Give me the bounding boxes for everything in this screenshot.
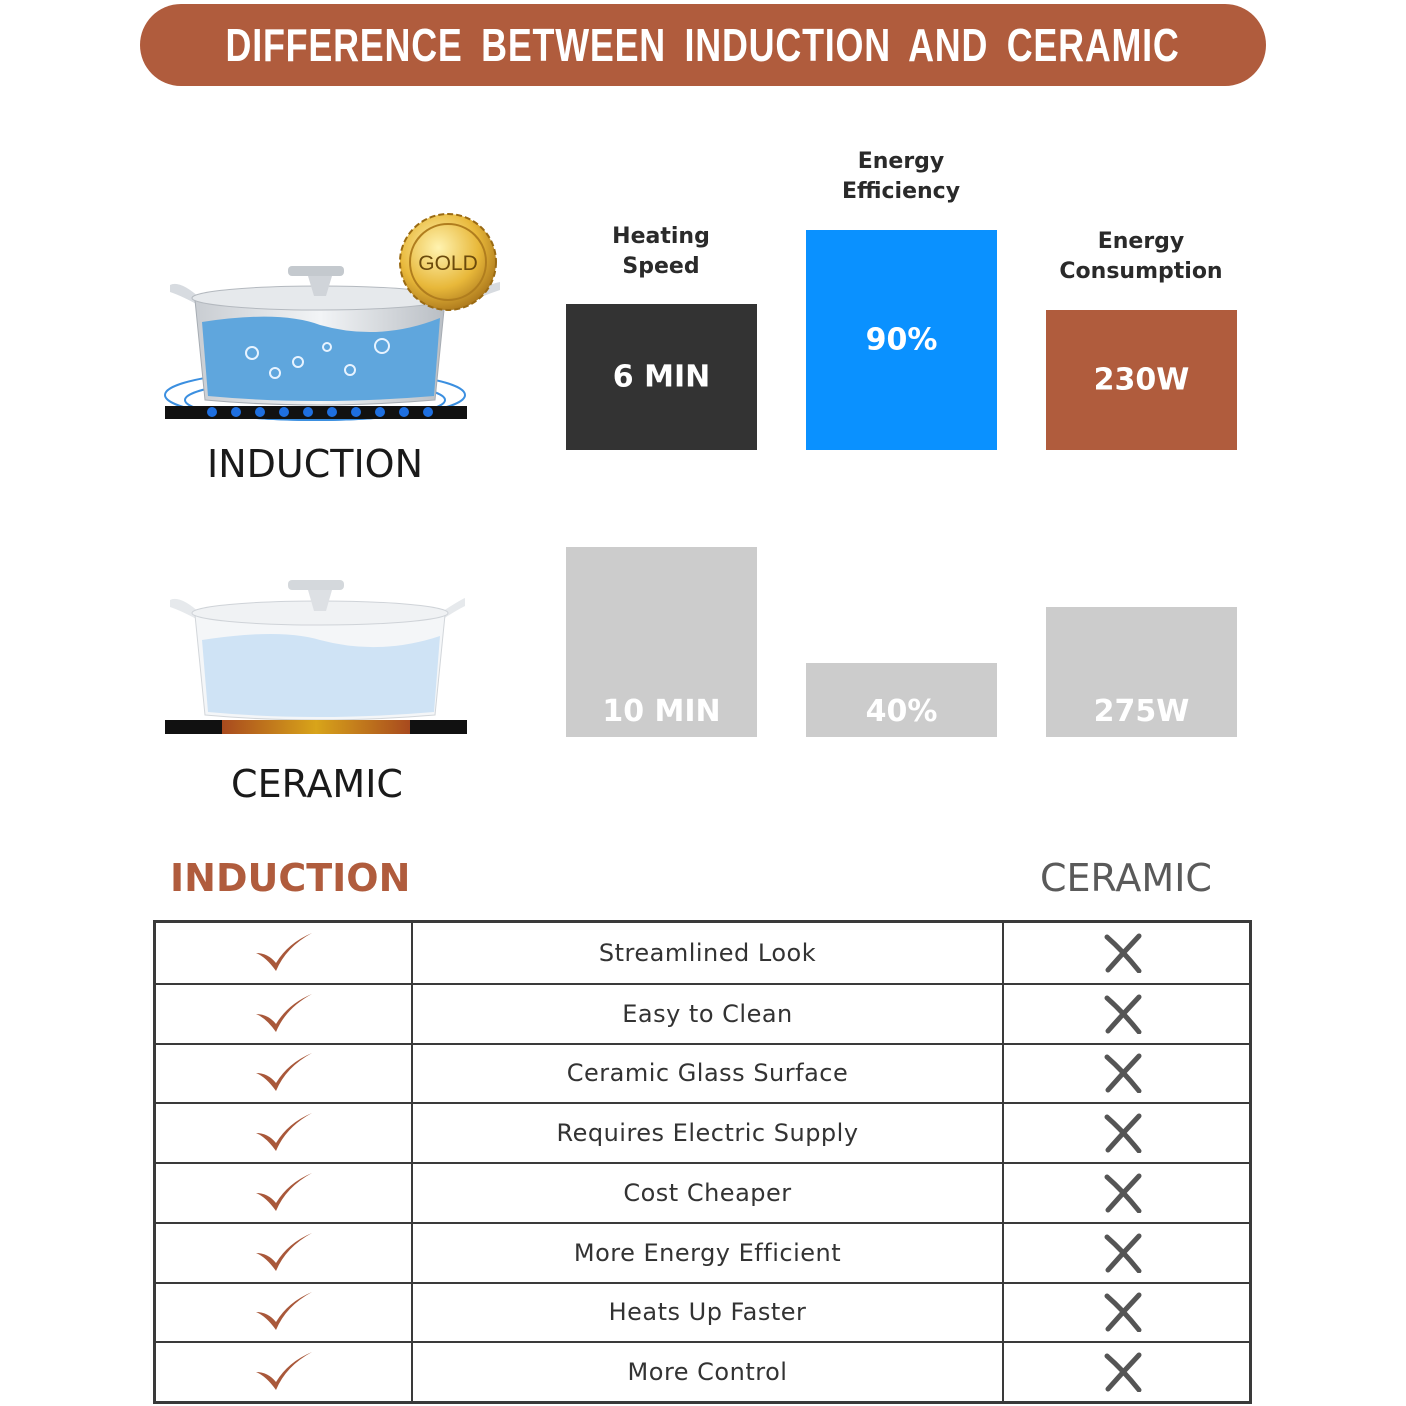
induction-cell xyxy=(156,1284,411,1342)
ceramic-bar xyxy=(806,663,997,737)
ceramic-cell xyxy=(997,923,1249,983)
table-row xyxy=(156,983,1249,1043)
ceramic-cell xyxy=(997,985,1249,1043)
feature-table xyxy=(153,920,1252,1404)
gold-badge-icon xyxy=(400,214,496,310)
chart-category-line: Energy xyxy=(1097,229,1185,254)
page-title: DIFFERENCE BETWEEN INDUCTION AND CERAMIC xyxy=(225,19,1181,71)
checkmark-icon xyxy=(252,1109,316,1157)
chart-category-label xyxy=(771,147,1031,207)
checkmark-icon xyxy=(252,1288,316,1336)
chart-category-line: Heating xyxy=(612,224,710,249)
chart-category-line: Consumption xyxy=(1059,259,1223,284)
ceramic-bar-label: 275W xyxy=(1093,694,1190,729)
ceramic-cell xyxy=(997,1224,1249,1282)
feature-label: Heats Up Faster xyxy=(411,1284,1004,1342)
ceramic-bar-label: 10 MIN xyxy=(602,694,721,729)
cross-icon xyxy=(1103,933,1143,973)
table-heading-induction: INDUCTION xyxy=(170,856,411,900)
cross-icon xyxy=(1103,1233,1143,1273)
table-row xyxy=(156,1282,1249,1342)
induction-cell xyxy=(156,985,411,1043)
induction-cell xyxy=(156,1224,411,1282)
table-row xyxy=(156,923,1249,983)
checkmark-icon xyxy=(252,1169,316,1217)
feature-label: Streamlined Look xyxy=(411,923,1004,983)
cross-icon xyxy=(1103,1292,1143,1332)
ceramic-cell xyxy=(997,1284,1249,1342)
checkmark-icon xyxy=(252,990,316,1038)
induction-cell xyxy=(156,1104,411,1162)
table-row xyxy=(156,1043,1249,1103)
induction-bar-label: 6 MIN xyxy=(612,359,711,395)
ceramic-bar xyxy=(566,547,757,737)
checkmark-icon xyxy=(252,1229,316,1277)
cross-icon xyxy=(1103,1173,1143,1213)
cross-icon xyxy=(1103,1113,1143,1153)
induction-cell xyxy=(156,923,411,983)
induction-bar xyxy=(806,230,997,450)
title-banner xyxy=(140,4,1266,86)
ceramic-cell xyxy=(997,1164,1249,1222)
induction-cell xyxy=(156,1164,411,1222)
feature-label: Requires Electric Supply xyxy=(411,1104,1004,1162)
checkmark-icon xyxy=(252,1049,316,1097)
induction-pot-illustration xyxy=(160,210,505,440)
induction-label: INDUCTION xyxy=(207,442,423,486)
induction-bar-label: 230W xyxy=(1093,362,1190,398)
ceramic-bar-label: 40% xyxy=(865,694,938,729)
cross-icon xyxy=(1103,1352,1143,1392)
table-heading-ceramic: CERAMIC xyxy=(1040,856,1212,900)
chart-category-line: Speed xyxy=(622,254,700,279)
induction-bar xyxy=(566,304,757,450)
induction-bar xyxy=(1046,310,1237,450)
feature-label: More Energy Efficient xyxy=(411,1224,1004,1282)
feature-label: More Control xyxy=(411,1343,1004,1401)
gold-badge-text: GOLD xyxy=(418,252,478,275)
ceramic-bar xyxy=(1046,607,1237,737)
feature-label: Easy to Clean xyxy=(411,985,1004,1043)
cross-icon xyxy=(1103,994,1143,1034)
chart-category-line: Energy xyxy=(857,149,945,174)
ceramic-pot-illustration xyxy=(160,570,480,740)
table-row xyxy=(156,1102,1249,1162)
ceramic-cell xyxy=(997,1343,1249,1401)
induction-cell xyxy=(156,1343,411,1401)
chart-category-label xyxy=(1011,227,1271,287)
feature-label: Ceramic Glass Surface xyxy=(411,1045,1004,1103)
induction-bar-label: 90% xyxy=(865,322,938,358)
table-row xyxy=(156,1162,1249,1222)
chart-category-label xyxy=(531,222,791,282)
ceramic-cell xyxy=(997,1045,1249,1103)
table-row xyxy=(156,1222,1249,1282)
ceramic-label: CERAMIC xyxy=(231,762,403,806)
induction-cell xyxy=(156,1045,411,1103)
feature-label: Cost Cheaper xyxy=(411,1164,1004,1222)
table-row xyxy=(156,1341,1249,1401)
checkmark-icon xyxy=(252,1348,316,1396)
checkmark-icon xyxy=(252,929,316,977)
ceramic-cell xyxy=(997,1104,1249,1162)
cross-icon xyxy=(1103,1053,1143,1093)
chart-category-line: Efficiency xyxy=(841,179,961,204)
